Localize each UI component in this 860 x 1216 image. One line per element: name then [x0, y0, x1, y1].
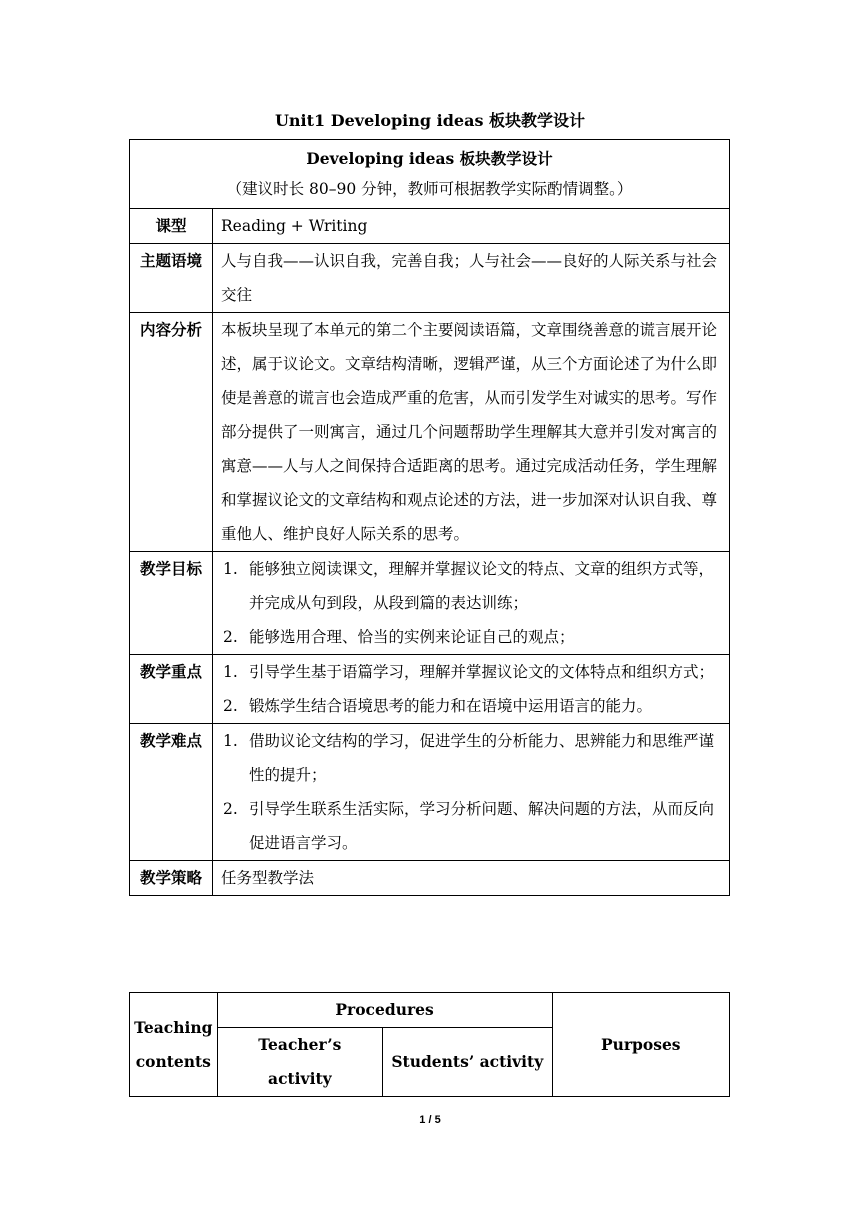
list-text: 引导学生联系生活实际，学习分析问题、解决问题的方法，从而反向促进语言学习。	[249, 800, 715, 852]
row-content: 本板块呈现了本单元的第二个主要阅读语篇，文章围绕善意的谎言展开论述，属于议论文。文章结构清晰，逻辑严谨，从三个方面论述了为什么即使是善意的谎言也会造成严重的危害，从而引发学生对诚实的思考。写作部分提供了一则寓言，通过几个问题帮助学生理解其大意并引发对寓言的寓意——人与人之间保持合适距离的思考。通过完成活动任务，学生理解和掌握议论文的文章结构和观点论述的方法，进一步加深对认识自我、尊重他人、维护良好人际关系的思考。	[213, 313, 730, 552]
list-text: 引导学生基于语篇学习，理解并掌握议论文的文体特点和组织方式；	[249, 663, 715, 681]
table-row-theme-context	[130, 244, 730, 313]
list-number: 1.	[223, 732, 238, 750]
list-number: 1.	[223, 663, 238, 681]
row-label: 教学策略	[130, 861, 213, 896]
row-label: 教学重点	[130, 655, 213, 724]
table-row-teaching-strategy	[130, 861, 730, 896]
table-row-lesson-type	[130, 209, 730, 244]
objectives-list	[221, 552, 721, 654]
list-text: 能够选用合理、恰当的实例来论证自己的观点；	[249, 628, 575, 646]
list-number: 1.	[223, 560, 238, 578]
table-row-teaching-objectives	[130, 552, 730, 655]
lesson-design-table	[129, 139, 730, 896]
row-label: 教学目标	[130, 552, 213, 655]
list-item	[221, 552, 721, 620]
procedures-header: Procedures	[217, 993, 552, 1028]
row-content: Reading + Writing	[213, 209, 730, 244]
teaching-contents-header: Teaching contents	[130, 993, 218, 1097]
list-item	[221, 620, 721, 654]
table-header-cell	[130, 140, 730, 209]
table-header-row	[130, 140, 730, 209]
table-row-difficulties	[130, 724, 730, 861]
students-activity-header: Students’ activity	[383, 1028, 552, 1097]
duration-note: （建议时长 80–90 分钟，教师可根据教学实际酌情调整。）	[226, 180, 633, 198]
row-content	[213, 552, 730, 655]
difficulties-list	[221, 724, 721, 860]
list-text: 锻炼学生结合语境思考的能力和在语境中运用语言的能力。	[249, 697, 653, 715]
row-content: 人与自我——认识自我，完善自我；人与社会——良好的人际关系与社会交往	[213, 244, 730, 313]
list-text: 借助议论文结构的学习，促进学生的分析能力、思辨能力和思维严谨性的提升；	[249, 732, 715, 784]
list-number: 2.	[223, 628, 238, 646]
key-points-list	[221, 655, 721, 723]
table-row-key-points	[130, 655, 730, 724]
list-item	[221, 655, 721, 689]
row-label: 课型	[130, 209, 213, 244]
list-number: 2.	[223, 697, 238, 715]
procedures-header-row	[130, 993, 730, 1028]
row-content: 任务型教学法	[213, 861, 730, 896]
row-label: 教学难点	[130, 724, 213, 861]
table-title: Developing ideas 板块教学设计	[306, 149, 553, 168]
list-item	[221, 724, 721, 792]
table-row-content-analysis	[130, 313, 730, 552]
row-content	[213, 655, 730, 724]
teacher-activity-header: Teacher’s activity	[217, 1028, 382, 1097]
purposes-header: Purposes	[552, 993, 730, 1097]
row-label: 内容分析	[130, 313, 213, 552]
list-item	[221, 689, 721, 723]
list-number: 2.	[223, 800, 238, 818]
page-number: 1 / 5	[419, 1114, 441, 1126]
list-text: 能够独立阅读课文，理解并掌握议论文的特点、文章的组织方式等，并完成从句到段，从段到篇的表达训练；	[249, 560, 715, 612]
row-label: 主题语境	[130, 244, 213, 313]
document-title: Unit1 Developing ideas 板块教学设计	[274, 111, 586, 130]
row-content	[213, 724, 730, 861]
list-item	[221, 792, 721, 860]
procedures-table	[129, 992, 730, 1097]
